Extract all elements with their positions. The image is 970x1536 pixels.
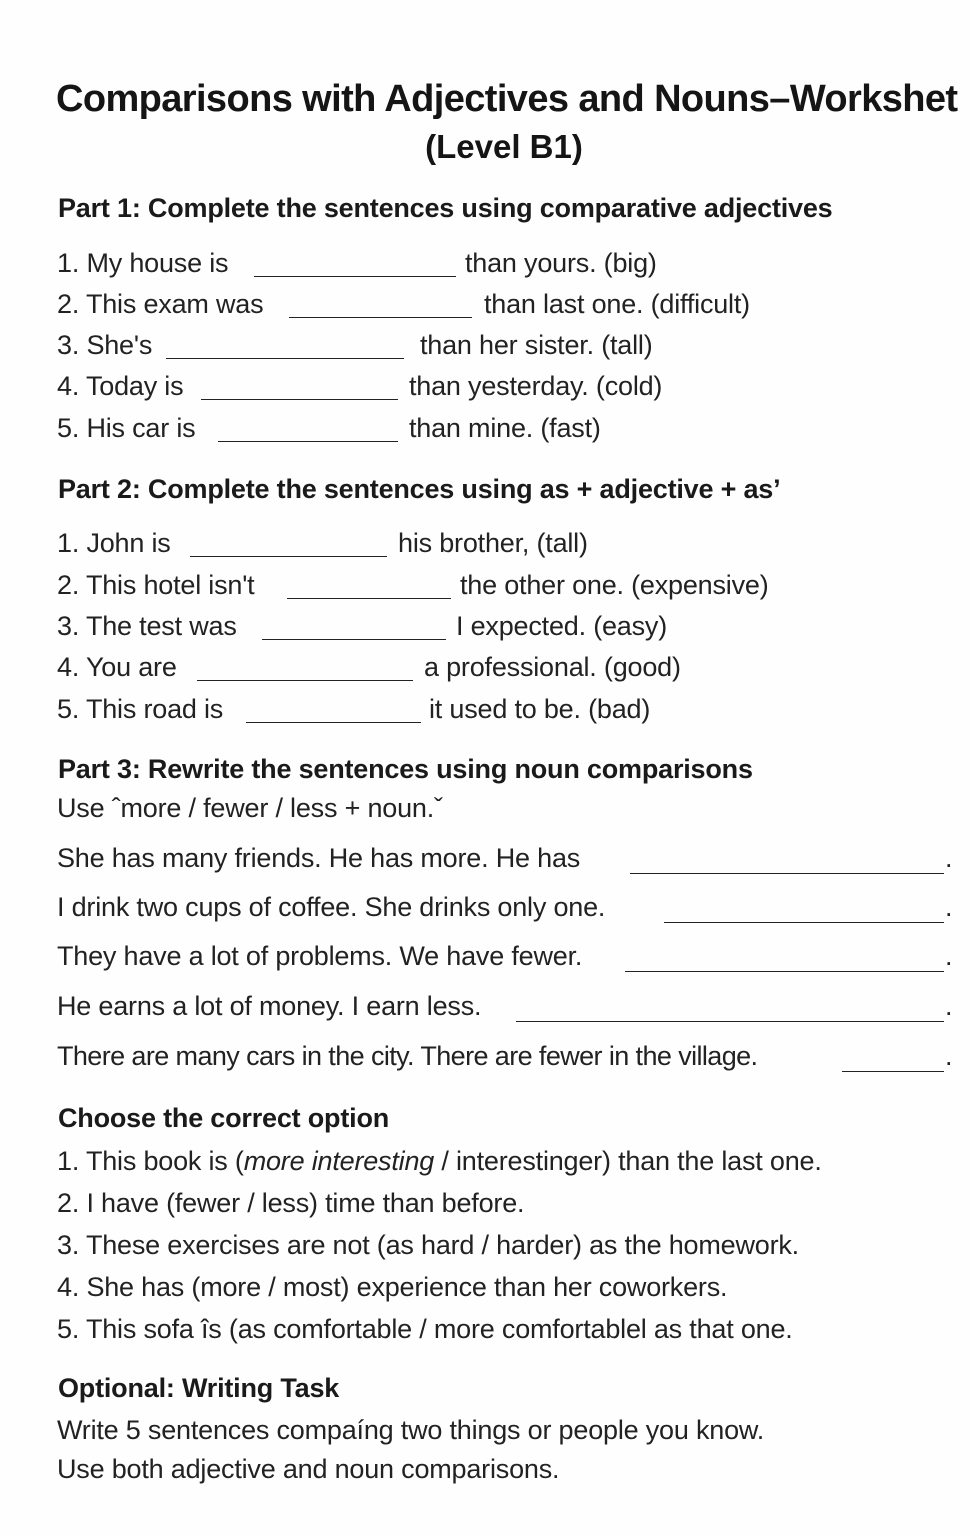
item-number: 2.: [57, 570, 80, 600]
part2-heading: Part 2: Complete the sentences using as + adjective + as’: [58, 474, 781, 504]
item-text-rest: / interestinger) than the last one.: [434, 1146, 822, 1176]
item-text: This sofa îs (as comfortable / more comfortablel as that one.: [85, 1314, 793, 1344]
item-text-after: than her sister. (tall): [420, 330, 653, 360]
item-text-before: This road is: [85, 694, 224, 724]
choose-item-2: [57, 1188, 524, 1219]
answer-blank[interactable]: [201, 399, 398, 400]
sentence-end: .: [945, 941, 953, 971]
answer-blank[interactable]: [630, 873, 944, 874]
part2-item-3: [57, 611, 237, 642]
item-text-after: it used to be. (bad): [429, 694, 651, 724]
sentence-end: .: [945, 1041, 953, 1071]
part2-item-2: [57, 570, 254, 601]
part3-instruction: Use ˆmore / fewer / less + noun.ˇ: [57, 793, 443, 823]
item-text-before: You are: [85, 652, 177, 682]
answer-blank[interactable]: [287, 598, 451, 599]
answer-blank[interactable]: [218, 441, 398, 442]
worksheet-title: Comparisons with Adjectives and Nouns–Workshet: [56, 78, 958, 120]
item-text-italic: more interesting: [243, 1146, 435, 1176]
part1-heading: Part 1: Complete the sentences using comparative adjectives: [58, 193, 833, 223]
optional-line-1: Write 5 sentences compaíng two things or people you know.: [57, 1415, 765, 1445]
item-text-after: the other one. (expensive): [460, 570, 769, 600]
answer-blank[interactable]: [197, 680, 413, 681]
item-text-before: This hotel isn't: [85, 570, 255, 600]
item-text-before: My house is: [86, 248, 229, 278]
part2-item-1: [57, 528, 171, 559]
item-text-after: I expected. (easy): [456, 611, 668, 641]
part3-item-2: I drink two cups of coffee. She drinks only one.: [57, 892, 606, 922]
part1-item-2: [57, 289, 263, 320]
item-text-after: than mine. (fast): [409, 413, 601, 443]
part1-item-4: [57, 371, 183, 402]
item-number: 5.: [57, 694, 80, 724]
item-number: 2.: [57, 289, 80, 319]
item-number: 4.: [57, 1272, 80, 1302]
answer-blank[interactable]: [625, 971, 944, 972]
answer-blank[interactable]: [289, 317, 472, 318]
item-text-before: His car is: [86, 413, 196, 443]
choose-item-1: [57, 1146, 822, 1177]
sentence-end: .: [945, 991, 953, 1021]
part1-item-3: [57, 330, 152, 361]
item-number: 5.: [57, 1314, 80, 1344]
part1-item-5: [57, 413, 195, 444]
item-text: This book is (: [85, 1146, 244, 1176]
choose-item-4: [57, 1272, 727, 1303]
answer-blank[interactable]: [246, 722, 421, 723]
item-text: She has (more / most) experience than her coworkers.: [86, 1272, 728, 1302]
item-text-after: than last one. (difficult): [484, 289, 750, 319]
choose-option-heading: Choose the correct option: [58, 1103, 390, 1133]
item-text-after: a professional. (good): [424, 652, 681, 682]
answer-blank[interactable]: [664, 922, 944, 923]
item-number: 4.: [57, 371, 80, 401]
item-number: 4.: [57, 652, 80, 682]
part3-item-1: She has many friends. He has more. He has: [57, 843, 581, 873]
part3-heading: Part 3: Rewrite the sentences using noun comparisons: [58, 754, 753, 784]
item-number: 3.: [57, 611, 80, 641]
answer-blank[interactable]: [166, 358, 404, 359]
worksheet-subtitle: (Level B1): [425, 128, 583, 165]
optional-heading: Optional: Writing Task: [58, 1373, 340, 1403]
item-number: 1.: [57, 528, 80, 558]
item-text: These exercises are not (as hard / harder) as the homework.: [85, 1230, 799, 1260]
part3-item-5: There are many cars in the city. There are fewer in the village.: [57, 1041, 758, 1071]
item-number: 3.: [57, 1230, 80, 1260]
part2-item-5: [57, 694, 223, 725]
choose-item-5: [57, 1314, 793, 1345]
item-text-before: Today is: [85, 371, 184, 401]
part1-item-1: [57, 248, 228, 279]
part3-item-3: They have a lot of problems. We have fewer.: [57, 941, 583, 971]
item-number: 5.: [57, 413, 80, 443]
item-text-before: The test was: [85, 611, 237, 641]
item-text-after: than yours. (big): [465, 248, 657, 278]
item-text-after: his brother, (tall): [398, 528, 588, 558]
item-text-after: than yesterday. (cold): [409, 371, 663, 401]
answer-blank[interactable]: [842, 1071, 944, 1072]
sentence-end: .: [945, 843, 953, 873]
sentence-end: .: [945, 892, 953, 922]
choose-item-3: [57, 1230, 799, 1261]
item-number: 1.: [57, 1146, 80, 1176]
item-text-before: She's: [86, 330, 153, 360]
answer-blank[interactable]: [254, 276, 456, 277]
item-text: I have (fewer / less) time than before.: [86, 1188, 525, 1218]
answer-blank[interactable]: [516, 1021, 944, 1022]
part2-item-4: [57, 652, 177, 683]
answer-blank[interactable]: [262, 639, 446, 640]
item-text-before: This exam was: [85, 289, 264, 319]
optional-line-2: Use both adjective and noun comparisons.: [57, 1454, 560, 1484]
item-number: 3.: [57, 330, 80, 360]
item-text-before: John is: [86, 528, 171, 558]
item-number: 1.: [57, 248, 80, 278]
part3-item-4: He earns a lot of money. I earn less.: [57, 991, 482, 1021]
item-number: 2.: [57, 1188, 80, 1218]
answer-blank[interactable]: [190, 556, 387, 557]
